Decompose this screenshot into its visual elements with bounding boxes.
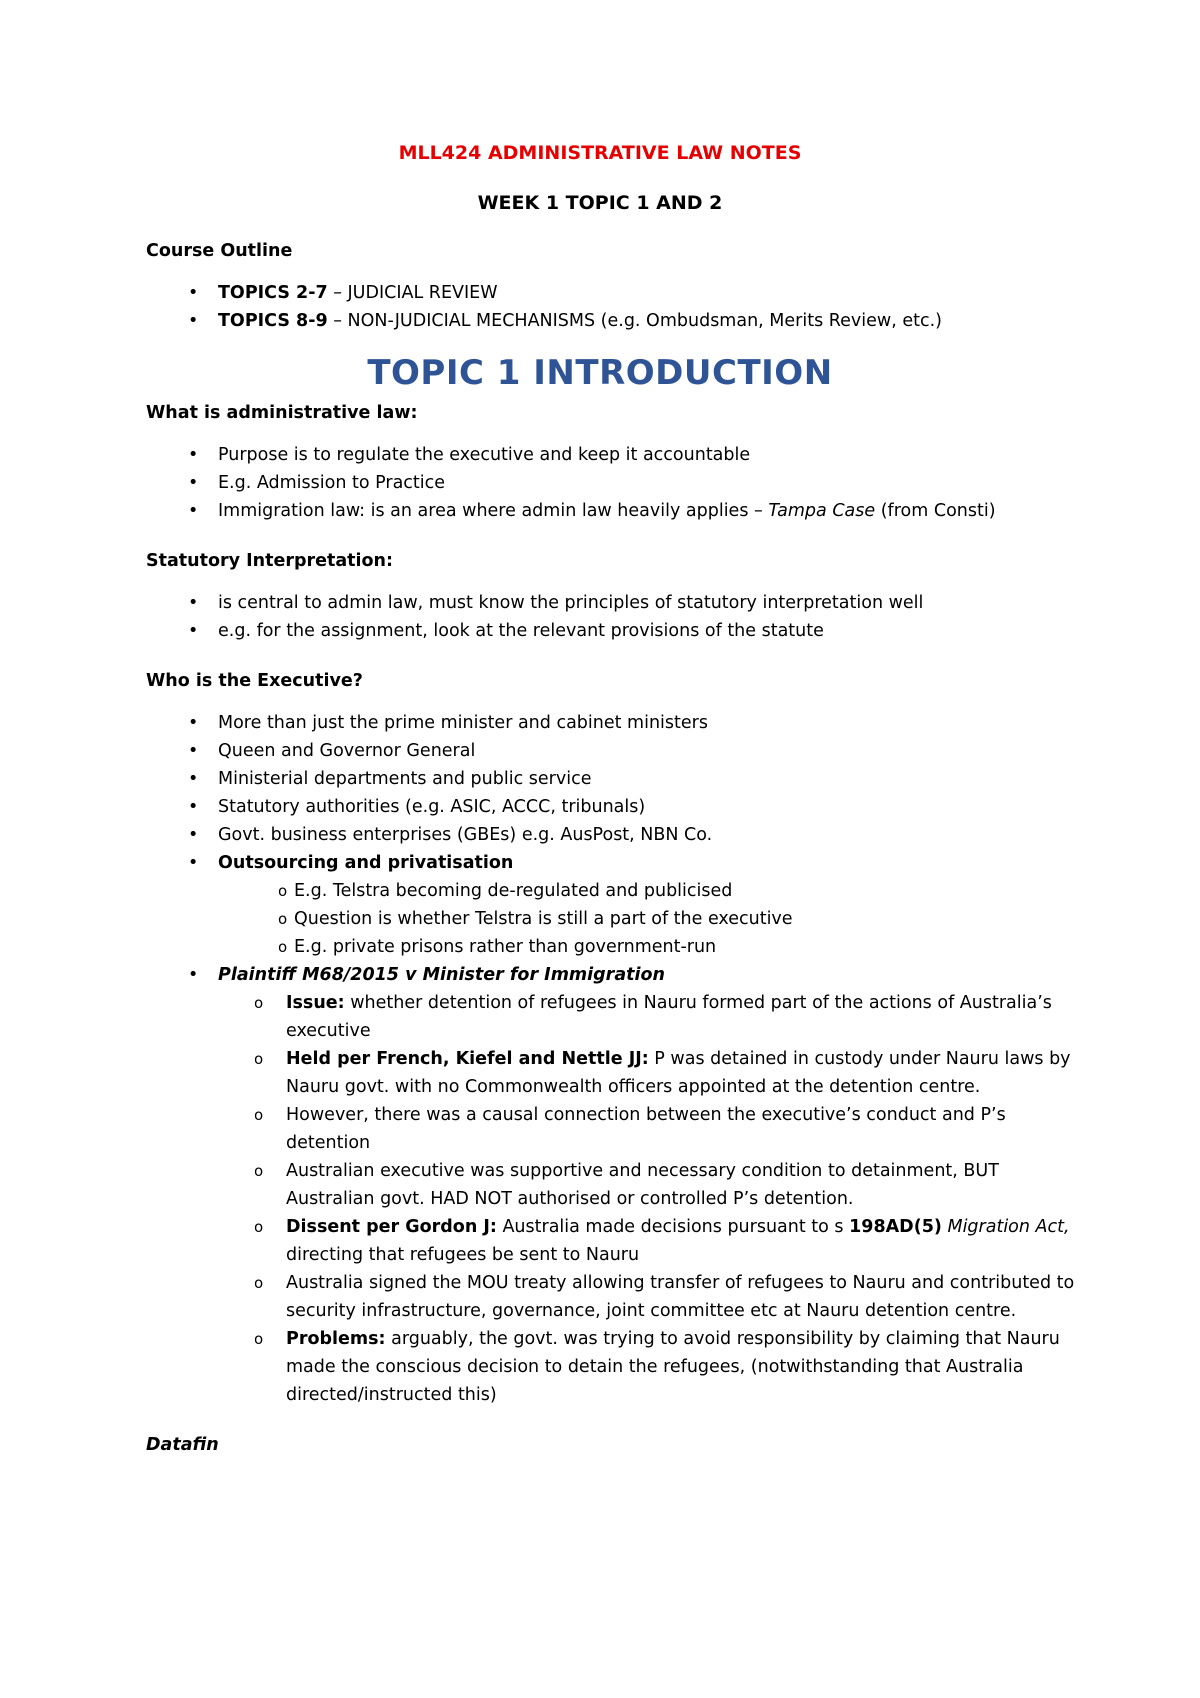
what-is-admin-law-heading: What is administrative law:	[146, 403, 418, 423]
item-text: Outsourcing and privatisation	[218, 853, 514, 873]
executive-list	[146, 709, 1200, 1409]
list-item: • E.g. Admission to Practice	[146, 469, 1118, 497]
executive-heading: Who is the Executive?	[146, 671, 363, 691]
topic-desc: – NON-JUDICIAL MECHANISMS (e.g. Ombudsman, Merits Review, etc.)	[327, 311, 942, 331]
item-text: Australia made decisions pursuant to s	[496, 1217, 850, 1237]
sub-list-item: o Australian executive was supportive and necessary condition to detainment, BUT Australian govt. HAD NOT authorised or controlled P’s detention.	[218, 1157, 1076, 1213]
sub-list-item: o E.g. private prisons rather than government-run	[218, 933, 1084, 961]
section-ref: 198AD(5)	[849, 1217, 942, 1237]
list-item: • is central to admin law, must know the principles of statutory interpretation well	[146, 589, 1118, 617]
sub-list	[218, 877, 1118, 961]
list-item	[146, 497, 1118, 525]
item-text: directing that refugees be sent to Nauru	[286, 1245, 640, 1265]
act-name: Migration Act,	[947, 1217, 1070, 1237]
sub-list-item	[218, 1325, 1076, 1409]
list-item: • Queen and Governor General	[146, 737, 1118, 765]
sub-list-item: o E.g. Telstra becoming de-regulated and publicised	[218, 877, 1084, 905]
list-item: • e.g. for the assignment, look at the relevant provisions of the statute	[146, 617, 1118, 645]
topic1-heading: TOPIC 1 INTRODUCTION	[367, 353, 833, 393]
sub-list-item: o However, there was a causal connection between the executive’s conduct and P’s detention	[218, 1101, 1076, 1157]
list-item: • Ministerial departments and public service	[146, 765, 1118, 793]
topic-range: TOPICS 2-7	[218, 283, 328, 303]
case-name: Tampa Case	[768, 501, 876, 521]
label: Issue:	[286, 993, 345, 1013]
sub-list-item: o Australia signed the MOU treaty allowing transfer of refugees to Nauru and contributed to security infrastructure, governance, joint committee etc at Nauru detention centre.	[218, 1269, 1076, 1325]
item-text: (from Consti)	[875, 501, 996, 521]
topic-desc: – JUDICIAL REVIEW	[327, 283, 498, 303]
list-item	[146, 279, 1118, 307]
list-item: • Purpose is to regulate the executive and keep it accountable	[146, 441, 1118, 469]
item-text: Immigration law: is an area where admin law heavily applies –	[218, 501, 769, 521]
sub-list-item	[218, 989, 1076, 1045]
sub-list-item	[218, 1213, 1076, 1269]
item-text: arguably, the govt. was trying to avoid responsibility by claiming that Nauru made the conscious decision to detain the refugees, (notwithstanding that Australia directed/instructed this)	[286, 1329, 1060, 1405]
what-is-list	[146, 441, 1200, 525]
course-outline-heading: Course Outline	[146, 241, 293, 261]
sub-list-item	[218, 1045, 1076, 1101]
label: Problems:	[286, 1329, 386, 1349]
list-item: • Govt. business enterprises (GBEs) e.g. AusPost, NBN Co.	[146, 821, 1118, 849]
list-item: • Statutory authorities (e.g. ASIC, ACCC, tribunals)	[146, 793, 1118, 821]
document-title: MLL424 ADMINISTRATIVE LAW NOTES	[398, 142, 802, 164]
sub-list-item: o Question is whether Telstra is still a part of the executive	[218, 905, 1084, 933]
list-item	[146, 849, 1118, 961]
label: Held per French, Kiefel and Nettle JJ:	[286, 1049, 649, 1069]
list-item: • More than just the prime minister and cabinet ministers	[146, 709, 1118, 737]
list-item	[146, 307, 1118, 335]
label: Dissent per Gordon J:	[286, 1217, 497, 1237]
case-name: Plaintiff M68/2015 v Minister for Immigration	[218, 965, 665, 985]
statutory-interpretation-heading: Statutory Interpretation:	[146, 551, 393, 571]
datafin-heading: Datafin	[146, 1435, 219, 1455]
course-outline-list	[146, 279, 1200, 335]
item-text: P was detained in custody under Nauru laws by Nauru govt. with no Commonwealth officers appointed at the detention centre.	[286, 1049, 1071, 1097]
statutory-list	[146, 589, 1200, 645]
list-item	[146, 961, 1118, 1409]
sub-list	[218, 989, 1118, 1409]
week-heading: WEEK 1 TOPIC 1 AND 2	[477, 192, 723, 214]
topic-range: TOPICS 8-9	[218, 311, 328, 331]
item-text: whether detention of refugees in Nauru formed part of the actions of Australia’s executive	[286, 993, 1052, 1041]
